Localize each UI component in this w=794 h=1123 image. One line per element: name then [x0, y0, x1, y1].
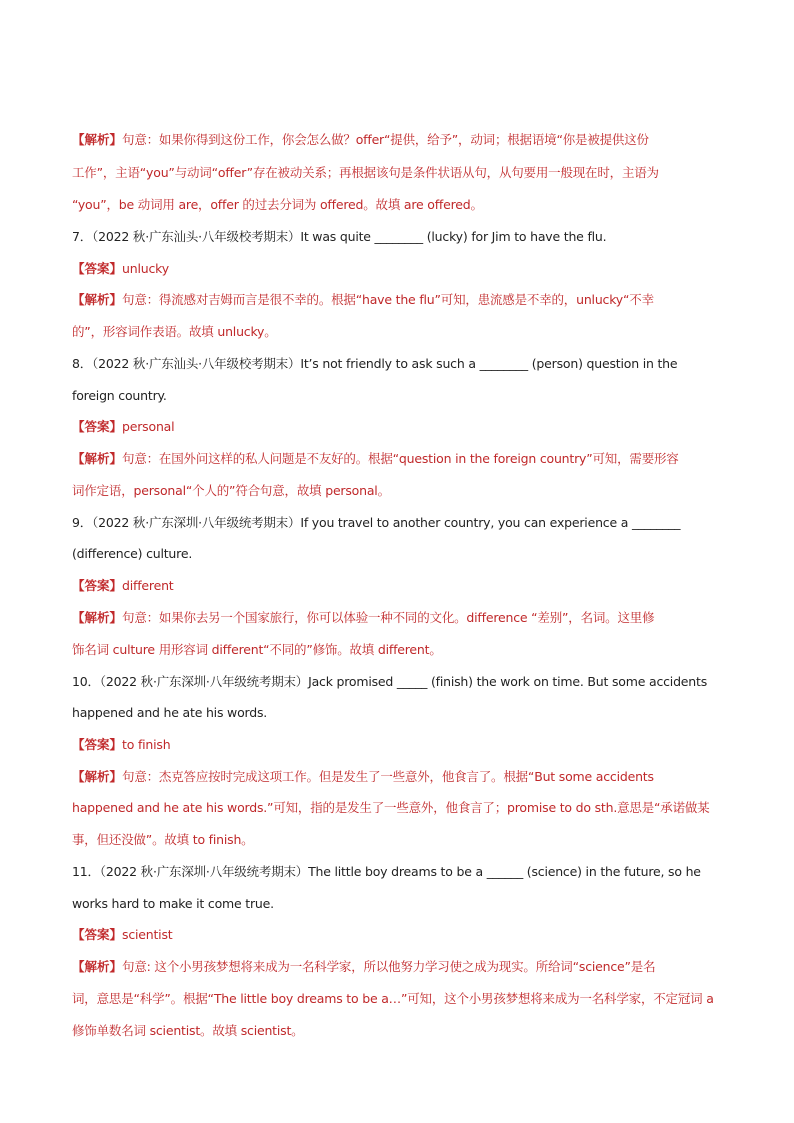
answer-tag: 【答案】	[72, 737, 123, 752]
answer-q9	[72, 577, 724, 595]
analysis-q6-line3: “you”，be 动词用 are，offer 的过去分词为 offered。故填 are offered。	[72, 197, 483, 212]
answer-tag: 【答案】	[72, 261, 123, 276]
analysis-q10-line3: 事，但还没做”。故填 to finish。	[72, 832, 254, 847]
answer-text: to finish	[122, 737, 171, 752]
analysis-q9-line2: 饰名词 culture 用形容词 different“不同的”修饰。故填 different。	[72, 642, 442, 657]
answer-tag: 【答案】	[72, 927, 123, 942]
question-9-stem-line1: 9．（2022 秋·广东深圳·八年级统考期末）If you travel to another country, you can experience a ________	[72, 515, 681, 530]
analysis-q10-line2: happened and he ate his words.”可知，指的是发生了一些意外，他食言了；promise to do sth.意思是“承诺做某	[72, 800, 710, 815]
analysis-q6-line2: 工作”，主语“you”与动词“offer”存在被动关系；再根据该句是条件状语从句，从句要用一般现在时，主语为	[72, 165, 659, 180]
answer-text: scientist	[122, 927, 173, 942]
analysis-q11-line2: 词，意思是“科学”。根据“The little boy dreams to be a…”可知，这个小男孩梦想将来成为一名科学家，不定冠词 a	[72, 991, 714, 1006]
question-10-stem-line1: 10．（2022 秋·广东深圳·八年级统考期末）Jack promised _____ (finish) the work on time. But some accidents	[72, 674, 708, 689]
answer-q8	[72, 418, 724, 436]
analysis-text: 句意：如果你得到这份工作，你会怎么做？offer“提供，给予”，动词；根据语境“你是被提供这份	[122, 132, 649, 147]
analysis-text: 句意：得流感对吉姆而言是很不幸的。根据“have the flu”可知，患流感是不幸的，unlucky“不幸	[122, 292, 654, 307]
analysis-tag: 【解析】	[72, 610, 123, 625]
question-9-stem-line2: (difference) culture.	[72, 546, 193, 561]
analysis-text: 句意：如果你去另一个国家旅行，你可以体验一种不同的文化。difference “差别”，名词。这里修	[122, 610, 655, 625]
question-11-stem-line2: works hard to make it come true.	[72, 896, 274, 911]
analysis-tag: 【解析】	[72, 959, 123, 974]
answer-tag: 【答案】	[72, 419, 123, 434]
analysis-q7-line1	[72, 291, 724, 309]
answer-text: personal	[122, 419, 175, 434]
analysis-text: 句意：杰克答应按时完成这项工作。但是发生了一些意外，他食言了。根据“But some accidents	[122, 769, 654, 784]
question-11-stem-line1: 11．（2022 秋·广东深圳·八年级统考期末）The little boy dreams to be a ______ (science) in the future, so he	[72, 864, 701, 879]
analysis-text: 句意: 这个小男孩梦想将来成为一名科学家，所以他努力学习使之成为现实。所给词“science”是名	[122, 959, 656, 974]
answer-tag: 【答案】	[72, 578, 123, 593]
analysis-tag: 【解析】	[72, 292, 123, 307]
answer-text: different	[122, 578, 174, 593]
analysis-q9-line1	[72, 609, 724, 627]
question-8-stem-line2: foreign country.	[72, 388, 167, 403]
analysis-text: 句意：在国外问这样的私人问题是不友好的。根据“question in the foreign country”可知，需要形容	[122, 451, 679, 466]
analysis-q11-line3: 修饰单数名词 scientist。故填 scientist。	[72, 1023, 304, 1038]
answer-text: unlucky	[122, 261, 169, 276]
analysis-tag: 【解析】	[72, 451, 123, 466]
analysis-tag: 【解析】	[72, 769, 123, 784]
question-8-stem-line1: 8．（2022 秋·广东汕头·八年级校考期末）It’s not friendly to ask such a ________ (person) question in the	[72, 356, 678, 371]
analysis-q6-line1	[72, 131, 724, 149]
answer-q10	[72, 736, 724, 754]
question-10-stem-line2: happened and he ate his words.	[72, 705, 268, 720]
analysis-q11-line1	[72, 958, 724, 976]
question-7-stem: 7．（2022 秋·广东汕头·八年级校考期末）It was quite ________ (lucky) for Jim to have the flu.	[72, 229, 607, 244]
analysis-q8-line1	[72, 450, 724, 468]
analysis-q7-line2: 的”，形容词作表语。故填 unlucky。	[72, 324, 277, 339]
analysis-q10-line1	[72, 768, 724, 786]
answer-q11	[72, 926, 724, 944]
analysis-q8-line2: 词作定语，personal“个人的”符合句意，故填 personal。	[72, 483, 390, 498]
answer-q7	[72, 260, 724, 278]
analysis-tag: 【解析】	[72, 132, 123, 147]
